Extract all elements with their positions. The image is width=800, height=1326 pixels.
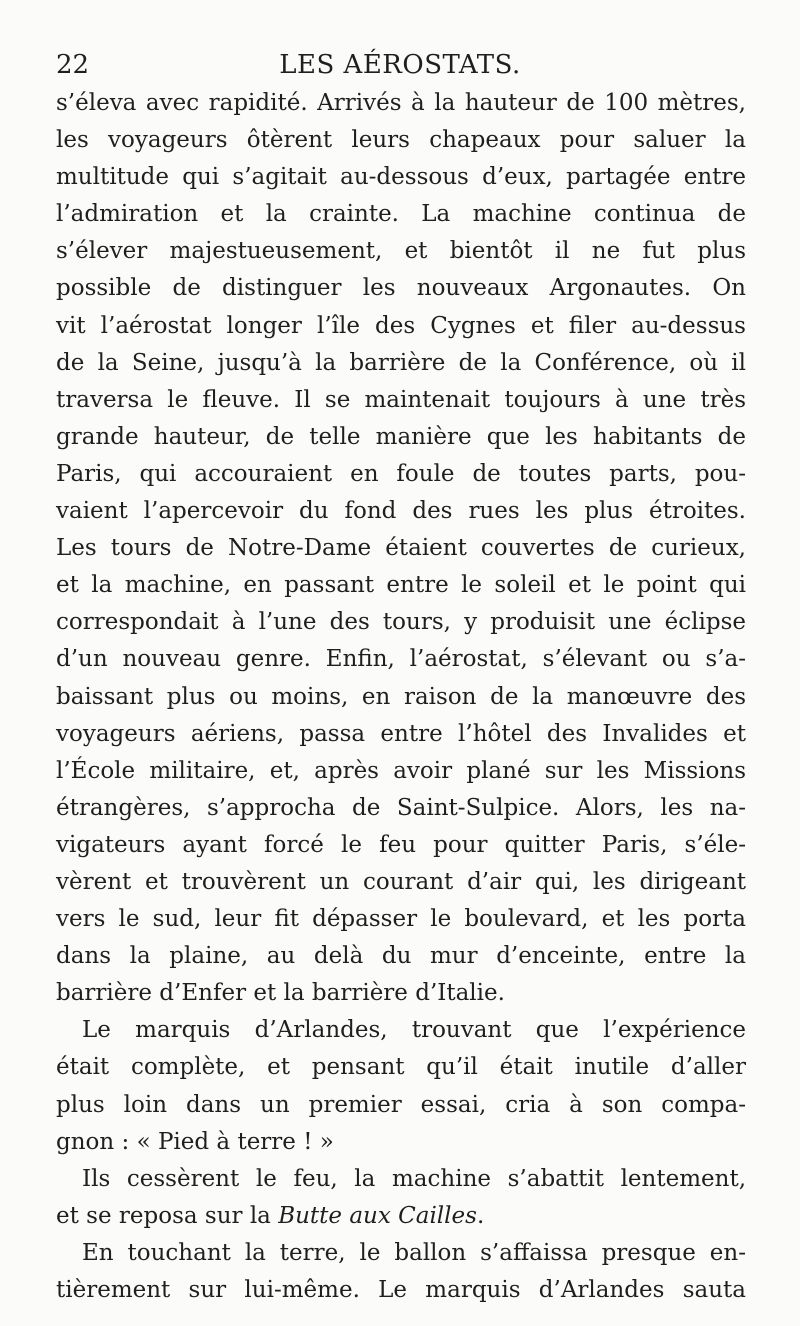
text-line: correspondait à l’une des tours, y produisit une éclipse <box>56 609 746 636</box>
text-line: s’éleva avec rapidité. Arrivés à la hauteur de 100 mètres, <box>56 90 746 116</box>
text-line: vigateurs ayant forcé le feu pour quitter Paris, s’éle- <box>56 831 746 858</box>
text-line: grande hauteur, de telle manière que les habitants de <box>56 423 746 450</box>
text-line: vit l’aérostat longer l’île des Cygnes et filer au-dessus <box>56 312 746 339</box>
text-line: plus loin dans un premier essai, cria à son compa- <box>56 1091 746 1118</box>
page-number: 22 <box>56 50 90 80</box>
text-line: Les tours de Notre-Dame étaient couvertes de curieux, <box>56 535 746 562</box>
text-line: baissant plus ou moins, en raison de la manœuvre des <box>56 683 746 710</box>
text-line: l’admiration et la crainte. La machine continua de <box>56 201 746 228</box>
text-line: traversa le fleuve. Il se maintenait toujours à une très <box>56 386 746 413</box>
text-line: les voyageurs ôtèrent leurs chapeaux pour saluer la <box>56 127 746 154</box>
text-line: Paris, qui accouraient en foule de toutes parts, pou- <box>56 460 746 487</box>
text-line: Le marquis d’Arlandes, trouvant que l’expérience <box>82 1017 746 1044</box>
italic-place-name: Butte aux Cailles <box>278 1202 477 1229</box>
text-line: d’un nouveau genre. Enfin, l’aérostat, s’élevant ou s’a- <box>56 646 746 673</box>
text-line: l’École militaire, et, après avoir plané sur les Missions <box>56 757 746 784</box>
text-line: étrangères, s’approcha de Saint-Sulpice. Alors, les na- <box>56 794 746 821</box>
text-line: Ils cessèrent le feu, la machine s’abattit lentement, <box>82 1165 746 1192</box>
text-line: dans la plaine, au delà du mur d’enceinte, entre la <box>56 943 746 970</box>
text-line: multitude qui s’agitait au-dessous d’eux, partagée entre <box>56 164 746 191</box>
body-text <box>56 85 746 1309</box>
text-line: barrière d’Enfer et la barrière d’Italie. <box>56 980 505 1007</box>
text-line: et la machine, en passant entre le soleil et le point qui <box>56 572 746 599</box>
text-line: s’élever majestueusement, et bientôt il ne fut plus <box>56 238 746 265</box>
text-line: vers le sud, leur fit dépasser le boulevard, et les porta <box>56 906 746 933</box>
text-line: possible de distinguer les nouveaux Argonautes. On <box>56 275 746 302</box>
page-header <box>56 48 744 82</box>
text-line: gnon : « Pied à terre ! » <box>56 1128 334 1155</box>
text-line-start: et se reposa sur la <box>56 1202 279 1229</box>
text-line: voyageurs aériens, passa entre l’hôtel des Invalides et <box>56 720 746 747</box>
text-line: tièrement sur lui-même. Le marquis d’Arlandes sauta <box>56 1277 746 1303</box>
text-line: était complète, et pensant qu’il était inutile d’aller <box>56 1054 746 1081</box>
text-line-end: . <box>476 1202 485 1229</box>
text-line-with-place <box>56 1198 746 1235</box>
text-line: En touchant la terre, le ballon s’affaissa presque en- <box>82 1239 746 1266</box>
text-line: vaient l’apercevoir du fond des rues les plus étroites. <box>56 498 746 525</box>
text-line: vèrent et trouvèrent un courant d’air qui, les dirigeant <box>56 868 746 895</box>
running-title: LES AÉROSTATS. <box>279 50 521 80</box>
text-line: de la Seine, jusqu’à la barrière de la Conférence, où il <box>56 349 746 376</box>
